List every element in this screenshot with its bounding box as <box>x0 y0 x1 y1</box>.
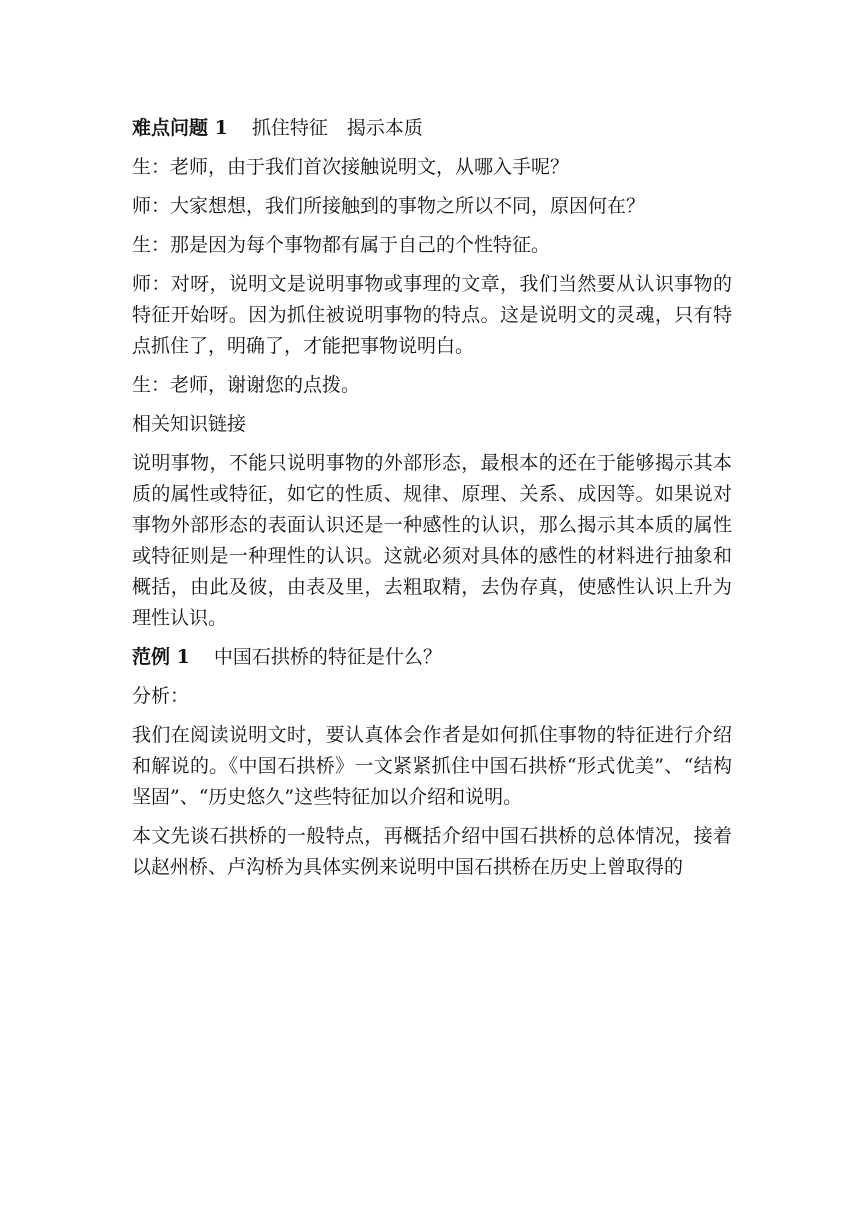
dialogue-line: 师：对呀，说明文是说明事物或事理的文章，我们当然要从认识事物的特征开始呀。因为抓住被说明事物的特点。这是说明文的灵魂，只有特点抓住了，明确了，才能把事物说明白。 <box>132 273 732 357</box>
dialogue-line: 师：大家想想，我们所接触到的事物之所以不同，原因何在？ <box>132 195 646 217</box>
subsection-title: 相关知识链接 <box>132 413 247 435</box>
example-label: 范例 1 <box>132 646 190 668</box>
dialogue-line: 生：老师，谢谢您的点拨。 <box>132 374 361 396</box>
body-paragraph: 我们在阅读说明文时，要认真体会作者是如何抓住事物的特征进行介绍和解说的。《中国石拱桥》一文紧紧抓住中国石拱桥“形式优美”、“结构坚固”、“历史悠久”这些特征加以介绍和说明。 <box>132 724 732 808</box>
analysis-label: 分析： <box>132 685 190 707</box>
heading-title: 抓住特征 揭示本质 <box>251 117 423 139</box>
dialogue-line: 生：那是因为每个事物都有属于自己的个性特征。 <box>132 234 551 256</box>
heading-label: 难点问题 1 <box>132 117 228 139</box>
body-paragraph: 本文先谈石拱桥的一般特点，再概括介绍中国石拱桥的总体情况，接着以赵州桥、卢沟桥为具体实例来说明中国石拱桥在历史上曾取得的 <box>132 825 732 878</box>
dialogue-line: 生：老师，由于我们首次接触说明文，从哪入手呢？ <box>132 156 570 178</box>
example-title: 中国石拱桥的特征是什么？ <box>213 646 442 668</box>
document-page <box>132 113 732 891</box>
section-heading <box>132 113 732 144</box>
example-heading <box>132 642 732 673</box>
body-paragraph: 说明事物，不能只说明事物的外部形态，最根本的还在于能够揭示其本质的属性或特征，如它的性质、规律、原理、关系、成因等。如果说对事物外部形态的表面认识还是一种感性的认识，那么揭示其本质的属性或特征则是一种理性的认识。这就必须对具体的感性的材料进行抽象和概括，由此及彼，由表及里，去粗取精，去伪存真，使感性认识上升为理性认识。 <box>132 452 732 629</box>
